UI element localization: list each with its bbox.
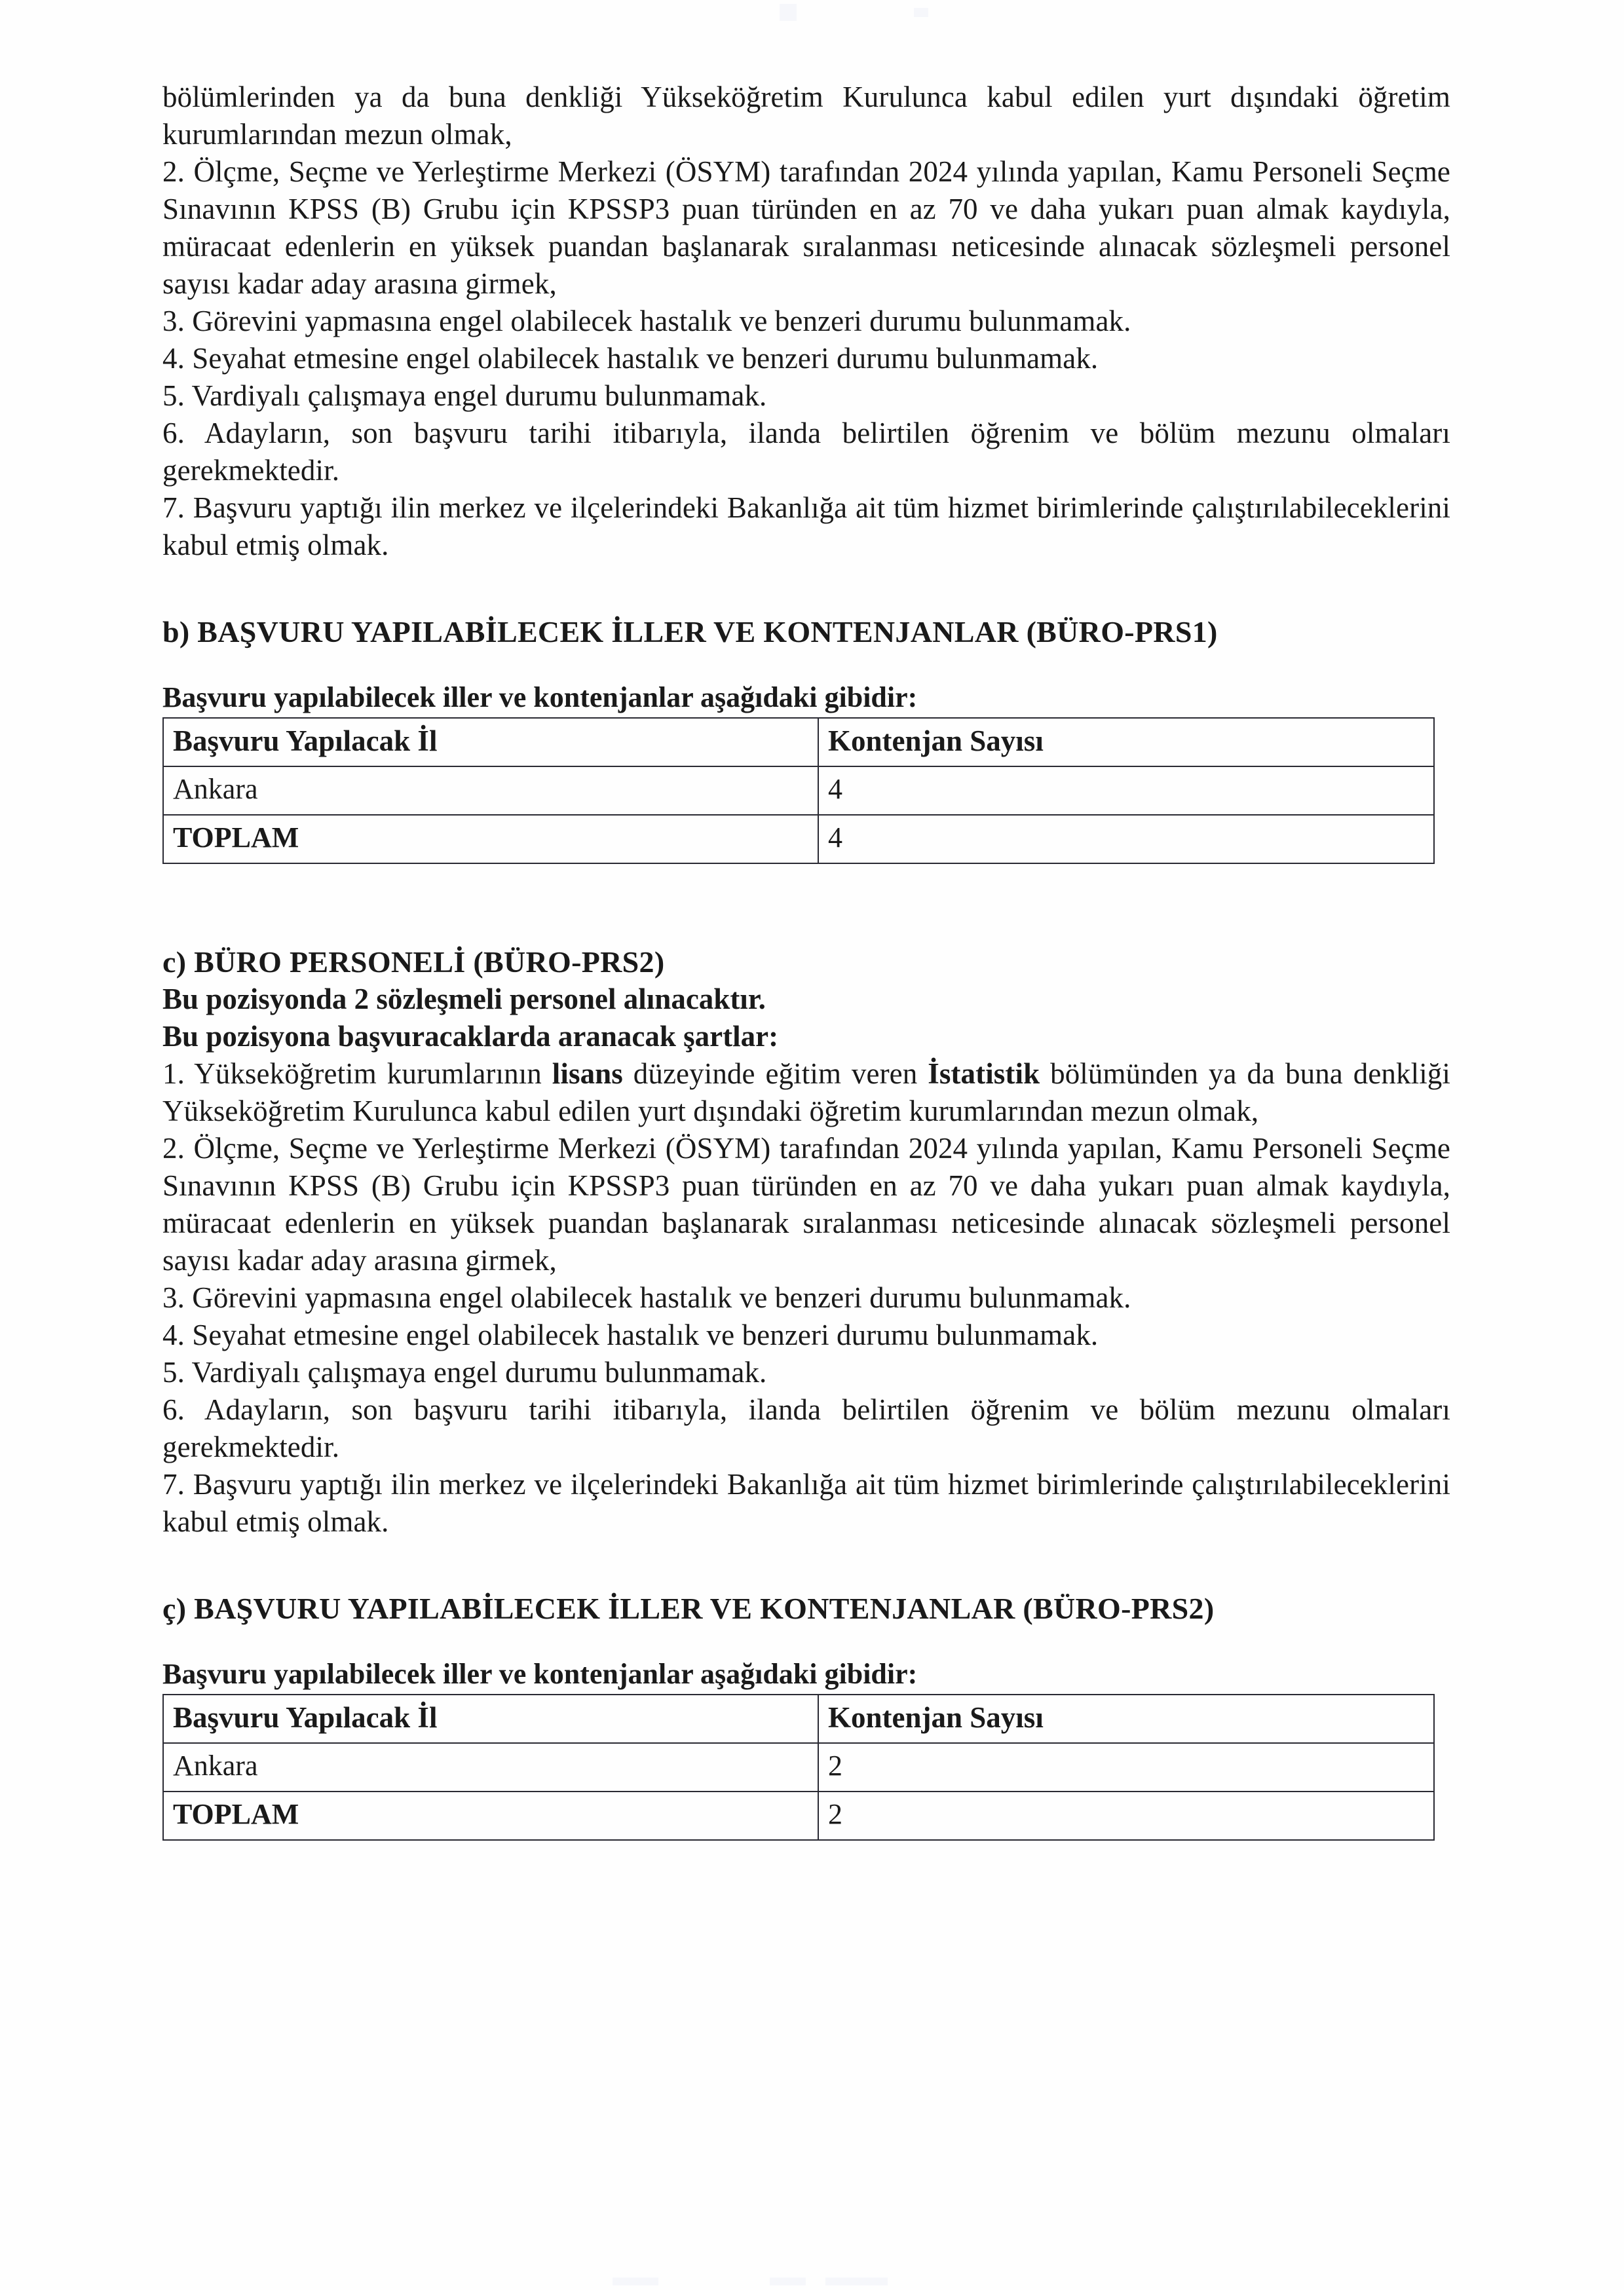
section-c-item-7: 7. Başvuru yaptığı ilin merkez ve ilçelerindeki Bakanlığa ait tüm hizmet birimlerinde çalıştırılabileceklerini kabul etmiş olmak.: [162, 1468, 1450, 1538]
section-c-lead-1: Bu pozisyonda 2 sözleşmeli personel alınacaktır.: [162, 983, 766, 1015]
section-c-item-1: [162, 1055, 1450, 1130]
scan-artifact: [780, 4, 797, 21]
requirement-item-5: 5. Vardiyalı çalışmaya engel durumu bulunmamak.: [162, 379, 767, 412]
table-header-row: [163, 1695, 1434, 1743]
item1-text-part-3: bölümünden ya da buna denkliği Yükseköğretim Kurulunca kabul edilen yurt dışındaki öğretim kurumlarından mezun olmak,: [162, 1057, 1451, 1127]
requirement-item-6: 6. Adayların, son başvuru tarihi itibarıyla, ilanda belirtilen öğrenim ve bölüm mezunu olmaları gerekmektedir.: [162, 417, 1450, 487]
item1-emphasis-istatistik: İstatistik: [928, 1057, 1040, 1090]
section-c-item-3: 3. Görevini yapmasına engel olabilecek hastalık ve benzeri durumu bulunmamak.: [162, 1281, 1131, 1314]
cell-total-value: 4: [818, 815, 1434, 863]
section-c-item-5: 5. Vardiyalı çalışmaya engel durumu bulunmamak.: [162, 1356, 767, 1389]
section-c-item-4: 4. Seyahat etmesine engel olabilecek hastalık ve benzeri durumu bulunmamak.: [162, 1319, 1099, 1351]
scan-artifact: [914, 8, 928, 17]
paragraph-continuation: bölümlerinden ya da buna denkliği Yükseköğretim Kurulunca kabul edilen yurt dışındaki öğretim kurumlarından mezun olmak,: [162, 81, 1450, 151]
cell-il: Ankara: [163, 1743, 818, 1792]
column-header-kontenjan: Kontenjan Sayısı: [818, 718, 1434, 766]
cell-total-value: 2: [818, 1792, 1434, 1840]
table-total-row: [163, 815, 1434, 863]
table-row: [163, 766, 1434, 815]
item1-emphasis-lisans: lisans: [552, 1057, 623, 1090]
section-heading-c: c) BÜRO PERSONELİ (BÜRO-PRS2): [162, 945, 665, 979]
section-c-item-6: 6. Adayların, son başvuru tarihi itibarıyla, ilanda belirtilen öğrenim ve bölüm mezunu olmaları gerekmektedir.: [162, 1393, 1450, 1463]
document-body: [162, 79, 1450, 1841]
scan-artifact: [825, 2278, 888, 2285]
column-header-kontenjan: Kontenjan Sayısı: [818, 1695, 1434, 1743]
spacer: [162, 864, 1450, 914]
spacer: [162, 650, 1450, 681]
requirement-item-4: 4. Seyahat etmesine engel olabilecek hastalık ve benzeri durumu bulunmamak.: [162, 342, 1099, 375]
spacer: [162, 1627, 1450, 1657]
column-header-il: Başvuru Yapılacak İl: [163, 1695, 818, 1743]
scan-artifact: [613, 2278, 658, 2285]
item1-text-part-2: düzeyinde eğitim veren: [622, 1057, 928, 1090]
column-header-il: Başvuru Yapılacak İl: [163, 718, 818, 766]
section-c-lead-2: Bu pozisyona başvuracaklarda aranacak şartlar:: [162, 1020, 779, 1053]
table-caption-b: Başvuru yapılabilecek iller ve kontenjanlar aşağıdaki gibidir:: [162, 681, 918, 713]
section-heading-b: b) BAŞVURU YAPILABİLECEK İLLER VE KONTENJANLAR (BÜRO-PRS1): [162, 615, 1218, 648]
scan-artifact: [770, 2278, 806, 2285]
cell-il: Ankara: [163, 766, 818, 815]
section-heading-c-cedilla: ç) BAŞVURU YAPILABİLECEK İLLER VE KONTENJANLAR (BÜRO-PRS2): [162, 1592, 1215, 1625]
section-c-item-2: 2. Ölçme, Seçme ve Yerleştirme Merkezi (ÖSYM) tarafından 2024 yılında yapılan, Kamu Personeli Seçme Sınavının KPSS (B) Grubu için KPSSP3 puan türünden en az 70 ve daha yukarı puan almak kaydıyla, müracaat edenlerin en yüksek puandan başlanarak sıralanması neticesinde alınacak sözleşmeli personel sayısı kadar aday arasına girmek,: [162, 1132, 1450, 1277]
table-caption-c-cedilla: Başvuru yapılabilecek iller ve kontenjanlar aşağıdaki gibidir:: [162, 1658, 918, 1690]
cell-kontenjan: 2: [818, 1743, 1434, 1792]
spacer: [162, 914, 1450, 944]
spacer: [162, 564, 1450, 614]
requirement-item-2: 2. Ölçme, Seçme ve Yerleştirme Merkezi (ÖSYM) tarafından 2024 yılında yapılan, Kamu Personeli Seçme Sınavının KPSS (B) Grubu için KPSSP3 puan türünden en az 70 ve daha yukarı puan almak kaydıyla, müracaat edenlerin en yüksek puandan başlanarak sıralanması neticesinde alınacak sözleşmeli personel sayısı kadar aday arasına girmek,: [162, 155, 1450, 300]
cell-total-label: TOPLAM: [163, 1792, 818, 1840]
table-row: [163, 1743, 1434, 1792]
requirement-item-7: 7. Başvuru yaptığı ilin merkez ve ilçelerindeki Bakanlığa ait tüm hizmet birimlerinde çalıştırılabileceklerini kabul etmiş olmak.: [162, 491, 1450, 561]
kontenjan-table-buro-prs1: [162, 717, 1435, 864]
table-header-row: [163, 718, 1434, 766]
cell-kontenjan: 4: [818, 766, 1434, 815]
table-total-row: [163, 1792, 1434, 1840]
item1-text-part-1: 1. Yükseköğretim kurumlarının: [162, 1057, 552, 1090]
spacer: [162, 1541, 1450, 1590]
requirement-item-3: 3. Görevini yapmasına engel olabilecek hastalık ve benzeri durumu bulunmamak.: [162, 305, 1131, 337]
kontenjan-table-buro-prs2: [162, 1694, 1435, 1841]
cell-total-label: TOPLAM: [163, 815, 818, 863]
